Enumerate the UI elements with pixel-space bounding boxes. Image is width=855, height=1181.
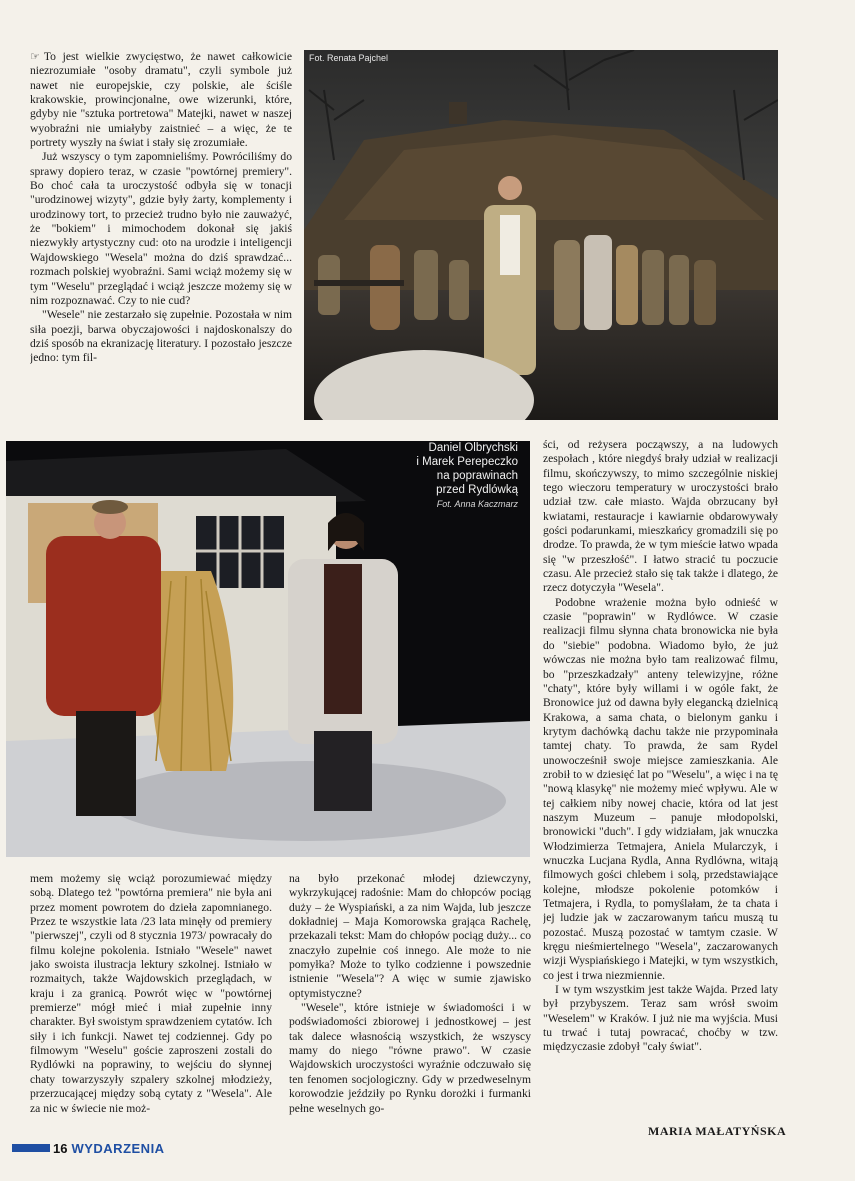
paragraph: na było przekonać młodej dziewczyny, wykrzykującej radośnie: Mam do chłopców pociąg duży – że Wyspiański, a za nim Wajda, lub jeszcze dokładniej – Maja Komorowska grająca Rachelę, przekazali tekst: Mam do chłopów pociąg duży... co znaczyło zupełnie coś innego. Ale może to nie pomyłka? Może to tylko codzienne i powszednie istnienie "Wesela"? A więc w sumie zjawisko optymistyczne?	[289, 872, 531, 1000]
wedding-scene-image	[304, 50, 778, 420]
bottom-middle-column	[289, 872, 531, 1142]
paragraph: "Wesele", które istnieje w świadomości i w podświadomości zbiorowej i jednostkowej – jest tak dalece własnością wszystkich, że wszyscy mamy do niego "równe prawo". W czasie Wajdowskich uroczystości wyraźnie odczuwało się ten fenomen socjologiczny. Gdy w przedweselnym korowodzie jeździły po Rynku dorożki i furmanki pełne weselnych go-	[289, 1001, 531, 1115]
paragraph: ści, od reżysera począwszy, a na ludowych zespołach , które niegdyś brały udział w realizacji filmu, skończywszy, to mimo szczególnie niskiej tego wieczoru temperatury w uroczystości brało udział tzw. całe miasto. Wajda obrzucany był kwiatami, restauracje i kawiarnie obdarowywały gości podarunkami, mieszkańcy gromadzili się po drodze. To prawda, że w tym mieście łatwo wpada się "w przeszłość". I łatwo stracić tu poczucie czasu. Ale przecież stało się tak także i dlatego, że rzecz dotyczyła "Wesela".	[543, 438, 778, 595]
photo-credit: Fot. Anna Kaczmarz	[436, 499, 518, 509]
caption-line: przed Rydlówką	[436, 484, 518, 496]
top-photo-wedding-scene	[304, 50, 778, 420]
section-title: WYDARZENIA	[71, 1140, 165, 1156]
paragraph: Już wszyscy o tym zapomnieliśmy. Powróciliśmy do sprawy dopiero teraz, w czasie "powtórnej premiery". Bo choć cała ta uroczystość odbyła się w tonacji "urodzinowej wizyty", gdzie były żarty, komplementy i urodzinowy tort, to przecież trudno było nie zauważyć, że "bokiem" i mimochodem dokonał się jakiś niezwykły artystyczny cud: oto na urodzie i inteligencji Wajdowskiego "Wesela" można do dziś sprawdzać... rozmach polskiej wyobraźni. Sami wciąż możemy się w tym "Weselu" przeglądać i wciąż jeszcze możemy się w nim rozpoznawać. Czy to nie cud?	[30, 150, 292, 307]
paragraph: I w tym wszystkim jest także Wajda. Przed laty był przybyszem. Teraz sam wrósł swoim "Weselem" w Kraków. I już nie ma wyjścia. Musi tu trwać i tutaj powracać, choćby w tzw. międzyczasie zdobył "cały świat".	[543, 983, 778, 1054]
caption-line: Daniel Olbrychski	[428, 442, 518, 454]
photo-caption	[318, 441, 518, 511]
page-footer	[12, 1139, 165, 1157]
paragraph: ☞ To jest wielkie zwycięstwo, że nawet całkowicie niezrozumiałe "osoby dramatu", czyli symbole już nawet nie europejskie, czy polskie, ale ściśle krakowskie, prowincjonalne, owe wizerunki, które, gdyby nie "sztuka portretowa" Matejki, nawet w naszej wyobraźni nie umiałyby zaistnieć – a więc, że te portrety wyszły na świat i stały się zrozumiałe.	[30, 50, 292, 150]
caption-line: na poprawinach	[436, 470, 518, 482]
bottom-left-column	[30, 872, 272, 1142]
top-left-column	[30, 50, 292, 445]
paragraph: mem możemy się wciąż porozumiewać między sobą. Dlatego też "powtórna premiera" nie była ani przez moment powrotem do dzieła zapomnianego. Przez te wszystkie lata /23 lata minęły od premiery "pierwszej", czyli od 8 stycznia 1973/ powracały do filmu kolejne pokolenia. Istniało "Wesele" nawet jako swoista ilustracja lektury szkolnej. Istniało w rozmaitych, także Wajdowskich przeglądach, w kraju i za granicą. Powrót więc w "powtórnej premierze" mógł mieć i miał zupełnie inny charakter. Był swoistym sprawdzeniem cytatów. Ich siły i ich funkcji. Nawet tej codziennej. Gdy po filmowym "Weselu" goście zaproszeni zostali do Rydlówki na poprawiny, to wejściu do słynnej chaty towarzyszyły szpalery szkolnej młodzieży, przerzucającej między sobą cytaty z "Wesela". Ale za nic w świecie nie moż-	[30, 872, 272, 1115]
photo-credit: Fot. Renata Pajchel	[309, 53, 389, 63]
caption-line: i Marek Perepeczko	[416, 456, 518, 468]
pointing-hand-icon: ☞	[30, 50, 40, 63]
paragraph: "Wesele" nie zestarzało się zupełnie. Pozostała w nim siła poezji, barwa obyczajowości i najdoskonalszy do dziś sposób na ekranizację literatury. I pozostało jeszcze jedno: tym fil-	[30, 308, 292, 365]
right-column	[543, 438, 778, 1110]
paragraph: Podobne wrażenie można było odnieść w czasie "poprawin" w Rydlówce. W czasie realizacji filmu słynna chata bronowicka nie była do "siebie" podobna. Wiadomo było, że już wówczas nie można było tam realizować filmu, bo "przeszkadzały" anteny telewizyjne, różne "chaty", które były willami i w ogóle fakt, że Bronowice już od dawna były elegancką dzielnicą Krakowa, a sama chata, o bielonym ganku i krytym dachówką dachu także nie przypominała tamtej chaty. To prawda, że sam Rydel unowocześnił swoje miejsce zamieszkania. Ale zrobił to w dziesięć lat po "Weselu", a więc i na tę "nową klasykę" nie możemy mieć wpływu. Ale w tej całkiem niby nowej chacie, która od lat jest naszym Muzeum – panuje młodopolski, bronowicki "duch". I gdy widziałam, jak wnuczka Włodzimierza Tetmajera, Aniela Mularczyk, i wnuczka Lucjana Rydla, Anna Rydlówna, witają filmowych gości chlebem i solą, przedstawiające kolejne, młodsze pokolenie potomków i Tetmajera, i Rydla, to pomyślałam, że ta chata i jej ludzie jak w zaczarowanym tańcu muszą tu pozostać. Muszą pozostać w tamtym czasie. W kręgu nieśmiertelnego "Wesela", zaczarowanych wizji Wyspiańskiego i Matejki, w tym wszystkich, co jest i trwa niezmiennie.	[543, 595, 778, 982]
bottom-photo-poprawiny	[6, 441, 530, 857]
footer-accent-bar	[12, 1144, 50, 1152]
author-signature: MARIA MAŁATYŃSKA	[648, 1124, 787, 1138]
page-number: 16	[53, 1140, 68, 1156]
